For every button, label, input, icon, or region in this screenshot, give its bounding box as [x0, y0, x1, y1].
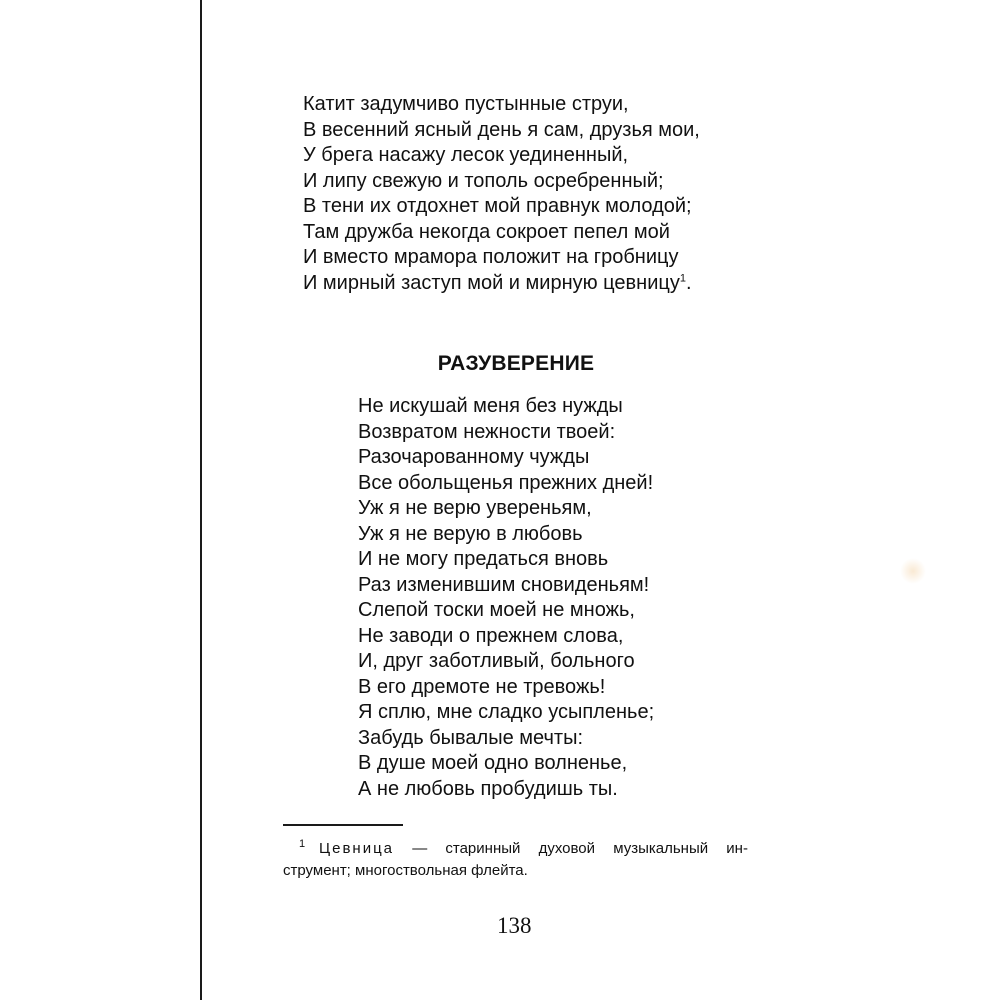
- verse-line-last: [303, 271, 700, 297]
- verse-line: А не любовь пробудишь ты.: [358, 777, 618, 800]
- verse-line: Уж я не верую в любовь: [358, 522, 583, 545]
- verse-line: Катит задумчиво пустынные струи,: [303, 93, 629, 115]
- footnote-word: старинный: [445, 840, 521, 857]
- verse-line: Я сплю, мне сладко усыпленье;: [358, 701, 655, 723]
- footnote-divider: [283, 824, 403, 826]
- verse-line: В его дремоте не тревожь!: [358, 675, 606, 698]
- verse-line: Не искушай меня без нужды: [358, 395, 623, 417]
- top-stanza: [303, 92, 700, 296]
- verse-line: Все обольщенья прежних дней!: [358, 471, 654, 494]
- verse-line: У брега насажу лесок уединенный,: [303, 144, 629, 166]
- verse-line: Раз изменившим сновиденьям!: [358, 573, 650, 596]
- verse-line: И вместо мрамора положит на гробницу: [303, 246, 679, 268]
- light-glare-spot: [900, 558, 926, 584]
- verse-line: Возвратом нежности твоей:: [358, 420, 616, 443]
- verse-line: В душе моей одно волненье,: [358, 752, 628, 774]
- verse-line: Там дружба некогда сокроет пепел мой: [303, 220, 670, 243]
- footnote-word: ин-: [726, 840, 748, 857]
- poem-body: [358, 394, 654, 802]
- footnote: [283, 838, 748, 882]
- verse-line: Не заводи о прежнем слова,: [358, 624, 624, 647]
- poem-title: РАЗУВЕРЕНИЕ: [437, 352, 595, 375]
- verse-line: И, друг заботливый, больного: [358, 650, 635, 672]
- footnote-line-2: струмент; многоствольная флейта.: [283, 862, 528, 879]
- footnote-lead: 1 Цевница: [299, 838, 395, 857]
- verse-line-punct: .: [685, 271, 692, 294]
- verse-line: И не могу предаться вновь: [358, 548, 609, 570]
- page-edge-line: [200, 0, 202, 1000]
- verse-line: Слепой тоски моей не множь,: [358, 599, 635, 621]
- verse-line: И липу свежую и тополь осребренный;: [303, 169, 664, 192]
- verse-line: Уж я не верю увереньям,: [358, 497, 592, 519]
- verse-line: Забудь бывалые мечты:: [358, 726, 583, 749]
- footnote-word: духовой: [538, 840, 596, 857]
- verse-line-text: И мирный заступ мой и мирную цевницу: [303, 271, 680, 294]
- verse-line: В весенний ясный день я сам, друзья мои,: [303, 118, 700, 141]
- page-number: 138: [497, 913, 532, 938]
- footnote-word: музыкальный: [613, 840, 709, 857]
- footnote-reference[interactable]: 1: [679, 271, 686, 284]
- footnote-word: —: [412, 840, 428, 857]
- verse-line: В тени их отдохнет мой правнук молодой;: [303, 195, 692, 217]
- footnote-line-1: [283, 838, 748, 860]
- footnote-term: Цевница: [319, 840, 395, 857]
- verse-line: Разочарованному чужды: [358, 446, 590, 468]
